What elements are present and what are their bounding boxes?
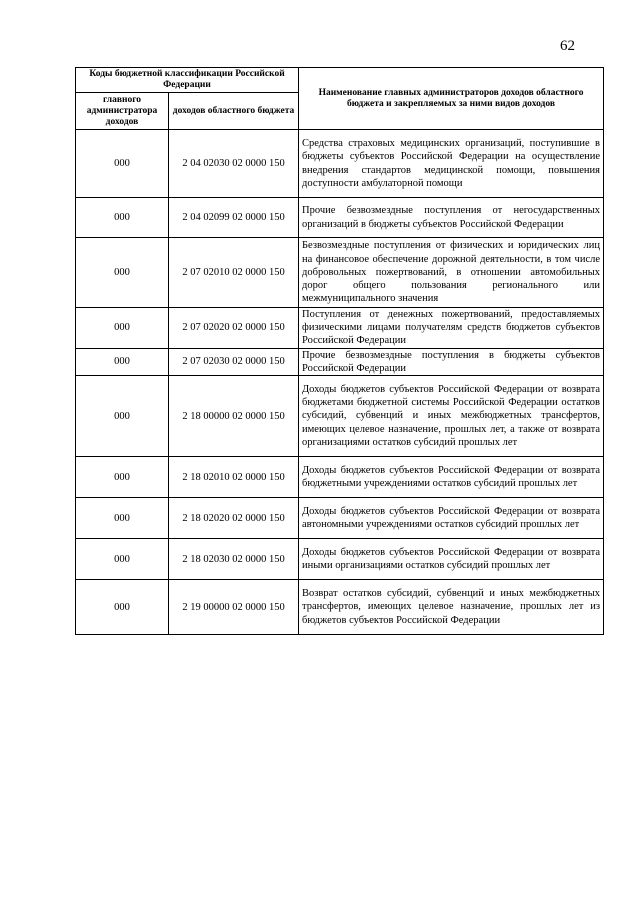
admin-code-cell: 000 [76,498,169,539]
table-row [76,539,604,580]
budget-code-cell: 2 07 02020 02 0000 150 [169,308,299,349]
table-row [76,580,604,635]
admin-code-cell: 000 [76,348,169,375]
budget-code-cell: 2 04 02099 02 0000 150 [169,198,299,238]
budget-code-cell: 2 18 02030 02 0000 150 [169,539,299,580]
budget-code-cell: 2 07 02010 02 0000 150 [169,238,299,308]
table-row [76,238,604,308]
header-name-column: Наименование главных администраторов доходов областного бюджета и закрепляемых за ними видов доходов [299,68,604,130]
table-row [76,376,604,457]
table-row [76,348,604,375]
admin-code-cell: 000 [76,238,169,308]
revenue-name-cell: Безвозмездные поступления от физических и юридических лиц на финансовое обеспечение дорожной деятельности, в том числе добровольных пожертвований, в отношении автомобильных дорог общего пользования регионального или межмуниципального значения [299,238,604,308]
admin-code-cell: 000 [76,376,169,457]
admin-code-cell: 000 [76,198,169,238]
revenue-name-cell: Прочие безвозмездные поступления от негосударственных организаций в бюджеты субъектов Российской Федерации [299,198,604,238]
revenue-name-cell: Доходы бюджетов субъектов Российской Федерации от возврата бюджетными учреждениями остатков субсидий прошлых лет [299,457,604,498]
revenue-name-cell: Доходы бюджетов субъектов Российской Федерации от возврата бюджетами бюджетной системы Российской Федерации остатков субсидий, субвенций и иных межбюджетных трансфертов, имеющих целевое назначение, прошлых лет, а также от возврата организациями остатков субсидий прошлых лет [299,376,604,457]
table-row [76,498,604,539]
header-revenue-column: доходов областного бюджета [169,93,299,130]
table-row [76,308,604,349]
revenue-name-cell: Доходы бюджетов субъектов Российской Федерации от возврата иными организациями остатков субсидий прошлых лет [299,539,604,580]
revenue-name-cell: Средства страховых медицинских организаций, поступившие в бюджеты субъектов Российской Федерации на осуществление внедрения стандартов медицинской помощи, повышения доступности амбулаторной помощи [299,130,604,198]
revenue-name-cell: Возврат остатков субсидий, субвенций и иных межбюджетных трансфертов, имеющих целевое назначение, прошлых лет из бюджетов субъектов Российской Федерации [299,580,604,635]
admin-code-cell: 000 [76,308,169,349]
revenue-name-cell: Поступления от денежных пожертвований, предоставляемых физическими лицами получателям средств бюджетов субъектов Российской Федерации [299,308,604,349]
revenue-name-cell: Прочие безвозмездные поступления в бюджеты субъектов Российской Федерации [299,348,604,375]
budget-code-cell: 2 07 02030 02 0000 150 [169,348,299,375]
budget-code-cell: 2 18 00000 02 0000 150 [169,376,299,457]
header-admin-column: главного администратора доходов [76,93,169,130]
admin-code-cell: 000 [76,130,169,198]
page-number: 62 [560,38,575,54]
budget-classification-table [75,67,604,635]
budget-code-cell: 2 19 00000 02 0000 150 [169,580,299,635]
admin-code-cell: 000 [76,580,169,635]
table-row [76,198,604,238]
budget-code-cell: 2 18 02010 02 0000 150 [169,457,299,498]
table-row [76,457,604,498]
admin-code-cell: 000 [76,457,169,498]
budget-code-cell: 2 18 02020 02 0000 150 [169,498,299,539]
admin-code-cell: 000 [76,539,169,580]
table-row [76,130,604,198]
budget-code-cell: 2 04 02030 02 0000 150 [169,130,299,198]
header-codes-group: Коды бюджетной классификации Российской Федерации [76,68,299,93]
revenue-name-cell: Доходы бюджетов субъектов Российской Федерации от возврата автономными учреждениями остатков субсидий прошлых лет [299,498,604,539]
